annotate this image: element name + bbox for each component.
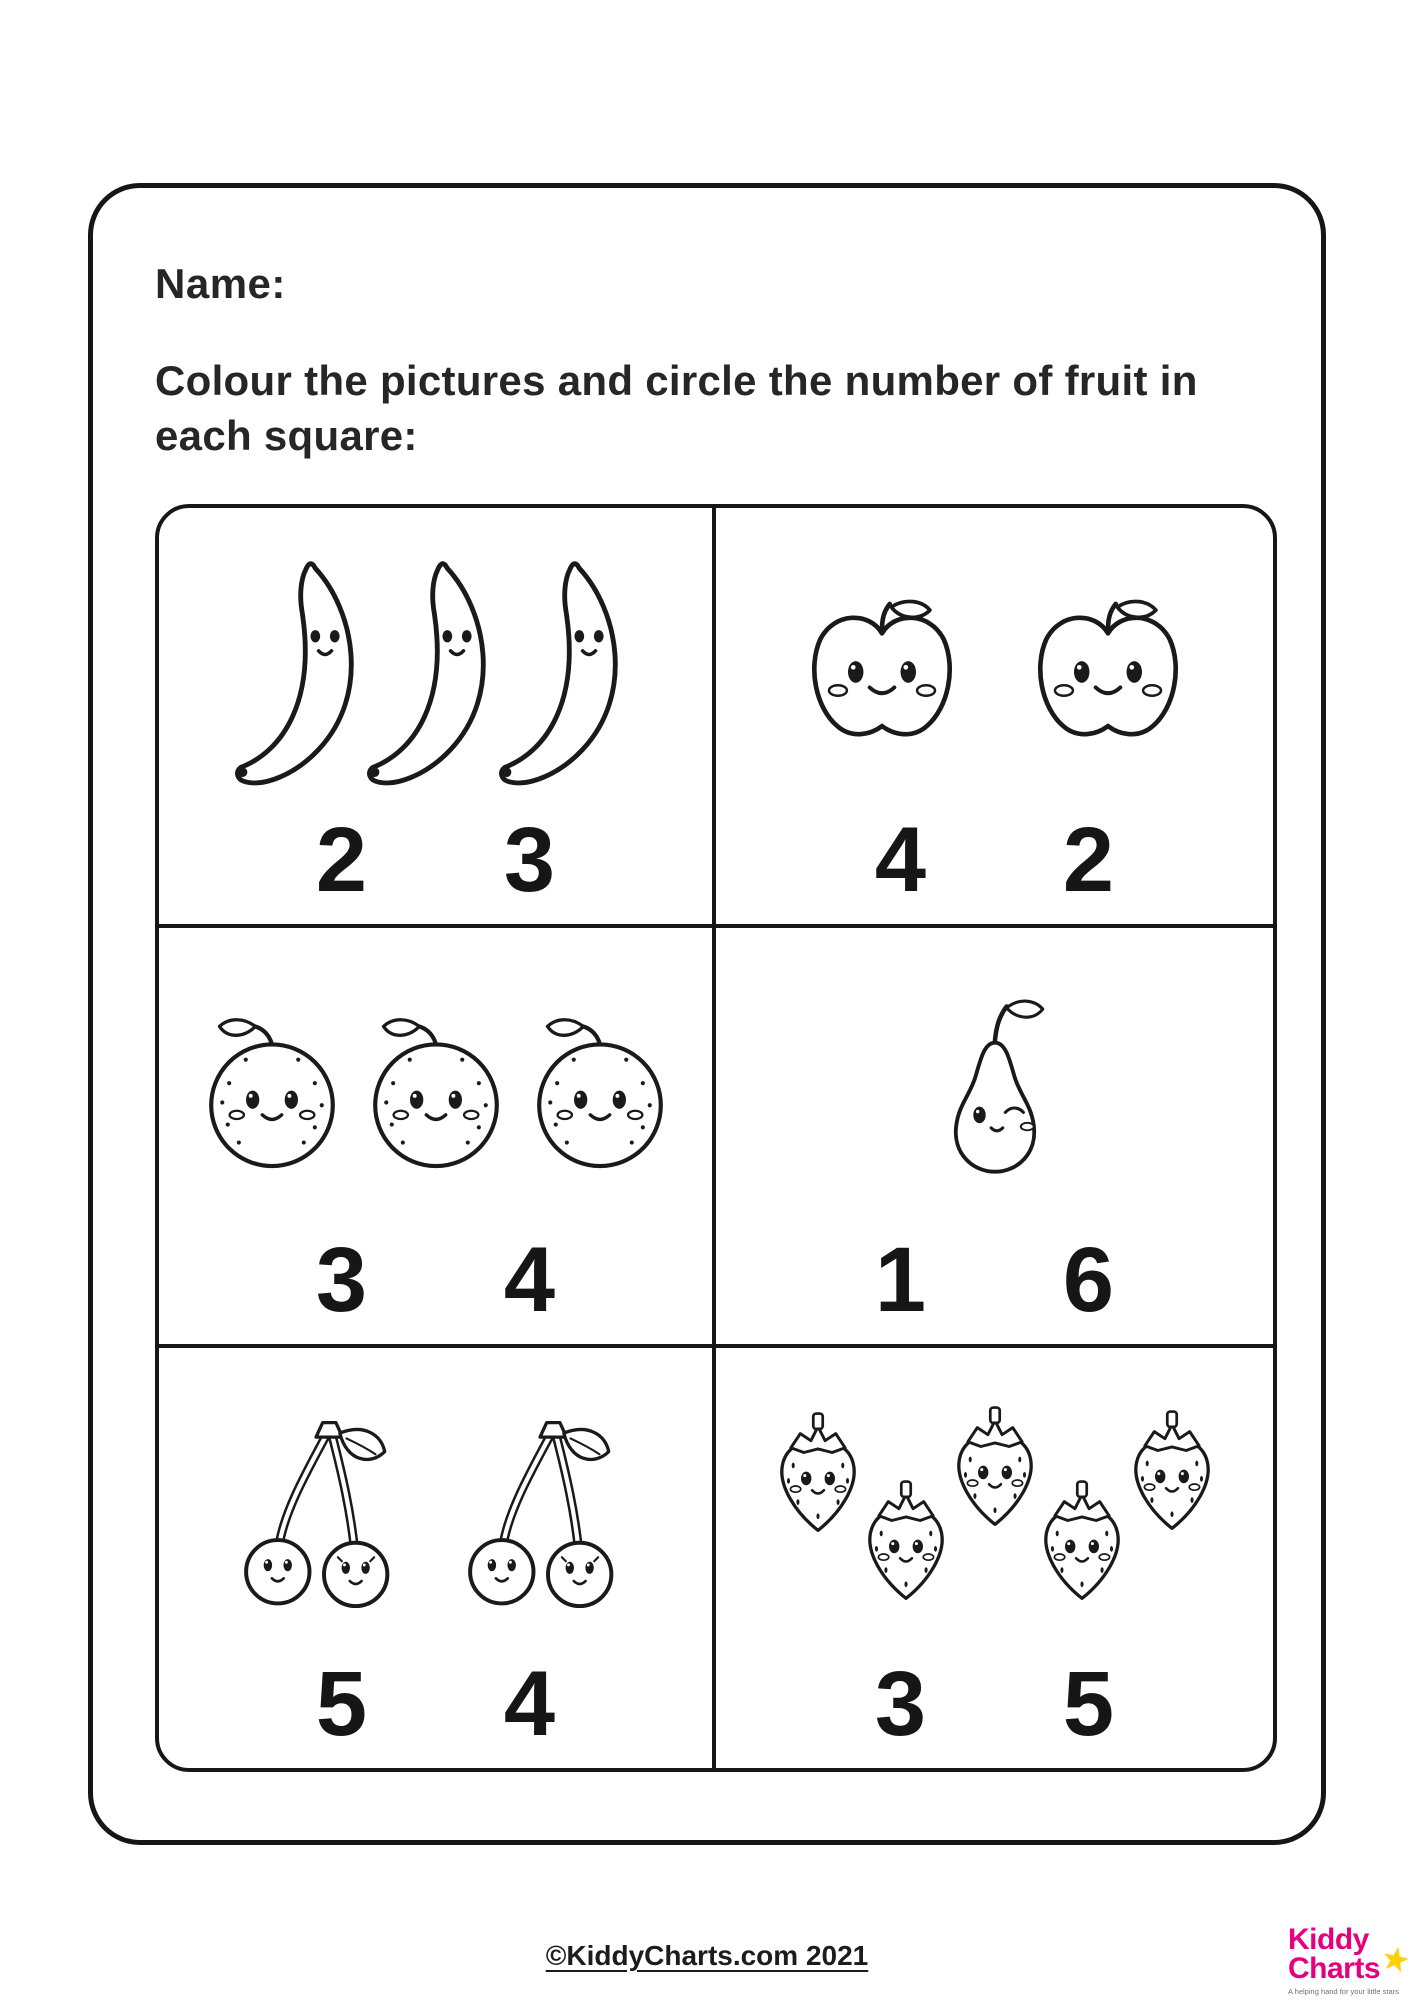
name-label: Name: [155,260,286,307]
cell-pear [716,928,1273,1348]
cell-oranges [159,928,716,1348]
copyright-link[interactable]: ©KiddyCharts.com 2021 [545,1940,869,1971]
strawberry-icon [847,1479,965,1621]
number-option: 3 [315,1229,368,1331]
number-options [313,809,559,914]
number-option: 3 [874,1653,927,1755]
logo-word-charts: Charts [1288,1951,1381,1985]
number-option: 5 [1062,1653,1115,1755]
number-options [313,1229,559,1334]
cell-bananas [159,508,716,928]
cell-cherries [159,1348,716,1768]
oranges-group [196,952,676,1234]
bananas-group [215,532,657,814]
number-options [872,1229,1118,1334]
pear-group [924,952,1066,1234]
number-option: 2 [315,809,368,911]
orange-icon [360,1014,512,1173]
orange-icon [196,1014,348,1173]
strawberry-icon [1023,1479,1141,1621]
instructions-line-2: each square: [155,411,418,459]
apple-icon [797,596,967,751]
number-options [313,1653,559,1758]
number-option: 5 [315,1653,368,1755]
worksheet-page [88,183,1326,1845]
number-option: 2 [1062,809,1115,911]
cherries-group [225,1372,647,1658]
pear-icon [924,996,1066,1190]
number-option: 3 [503,809,556,911]
apple-icon [1023,596,1193,751]
number-option: 6 [1062,1229,1115,1331]
number-options [872,1653,1118,1758]
worksheet-grid [155,504,1277,1772]
number-options [872,809,1118,914]
cell-strawberries [716,1348,1273,1768]
apples-group [797,532,1193,814]
number-option: 4 [874,809,927,911]
number-option: 4 [503,1229,556,1331]
star-icon: ★ [1380,1941,1412,1977]
logo-word-kiddy: Kiddy [1288,1923,1369,1956]
logo-tagline: A helping hand for your little stars [1288,1987,1399,1996]
instructions-line-1: Colour the pictures and circle the number of fruit in [155,357,1198,404]
orange-icon [524,1014,676,1173]
instructions-text [155,354,1235,463]
cherries-icon [225,1416,423,1614]
number-option: 1 [874,1229,927,1331]
strawberries-group [759,1405,1231,1625]
banana-icon [479,552,657,795]
number-option: 4 [503,1653,556,1755]
cell-apples [716,508,1273,928]
kiddycharts-logo [1288,1923,1412,1996]
cherries-icon [449,1416,647,1614]
